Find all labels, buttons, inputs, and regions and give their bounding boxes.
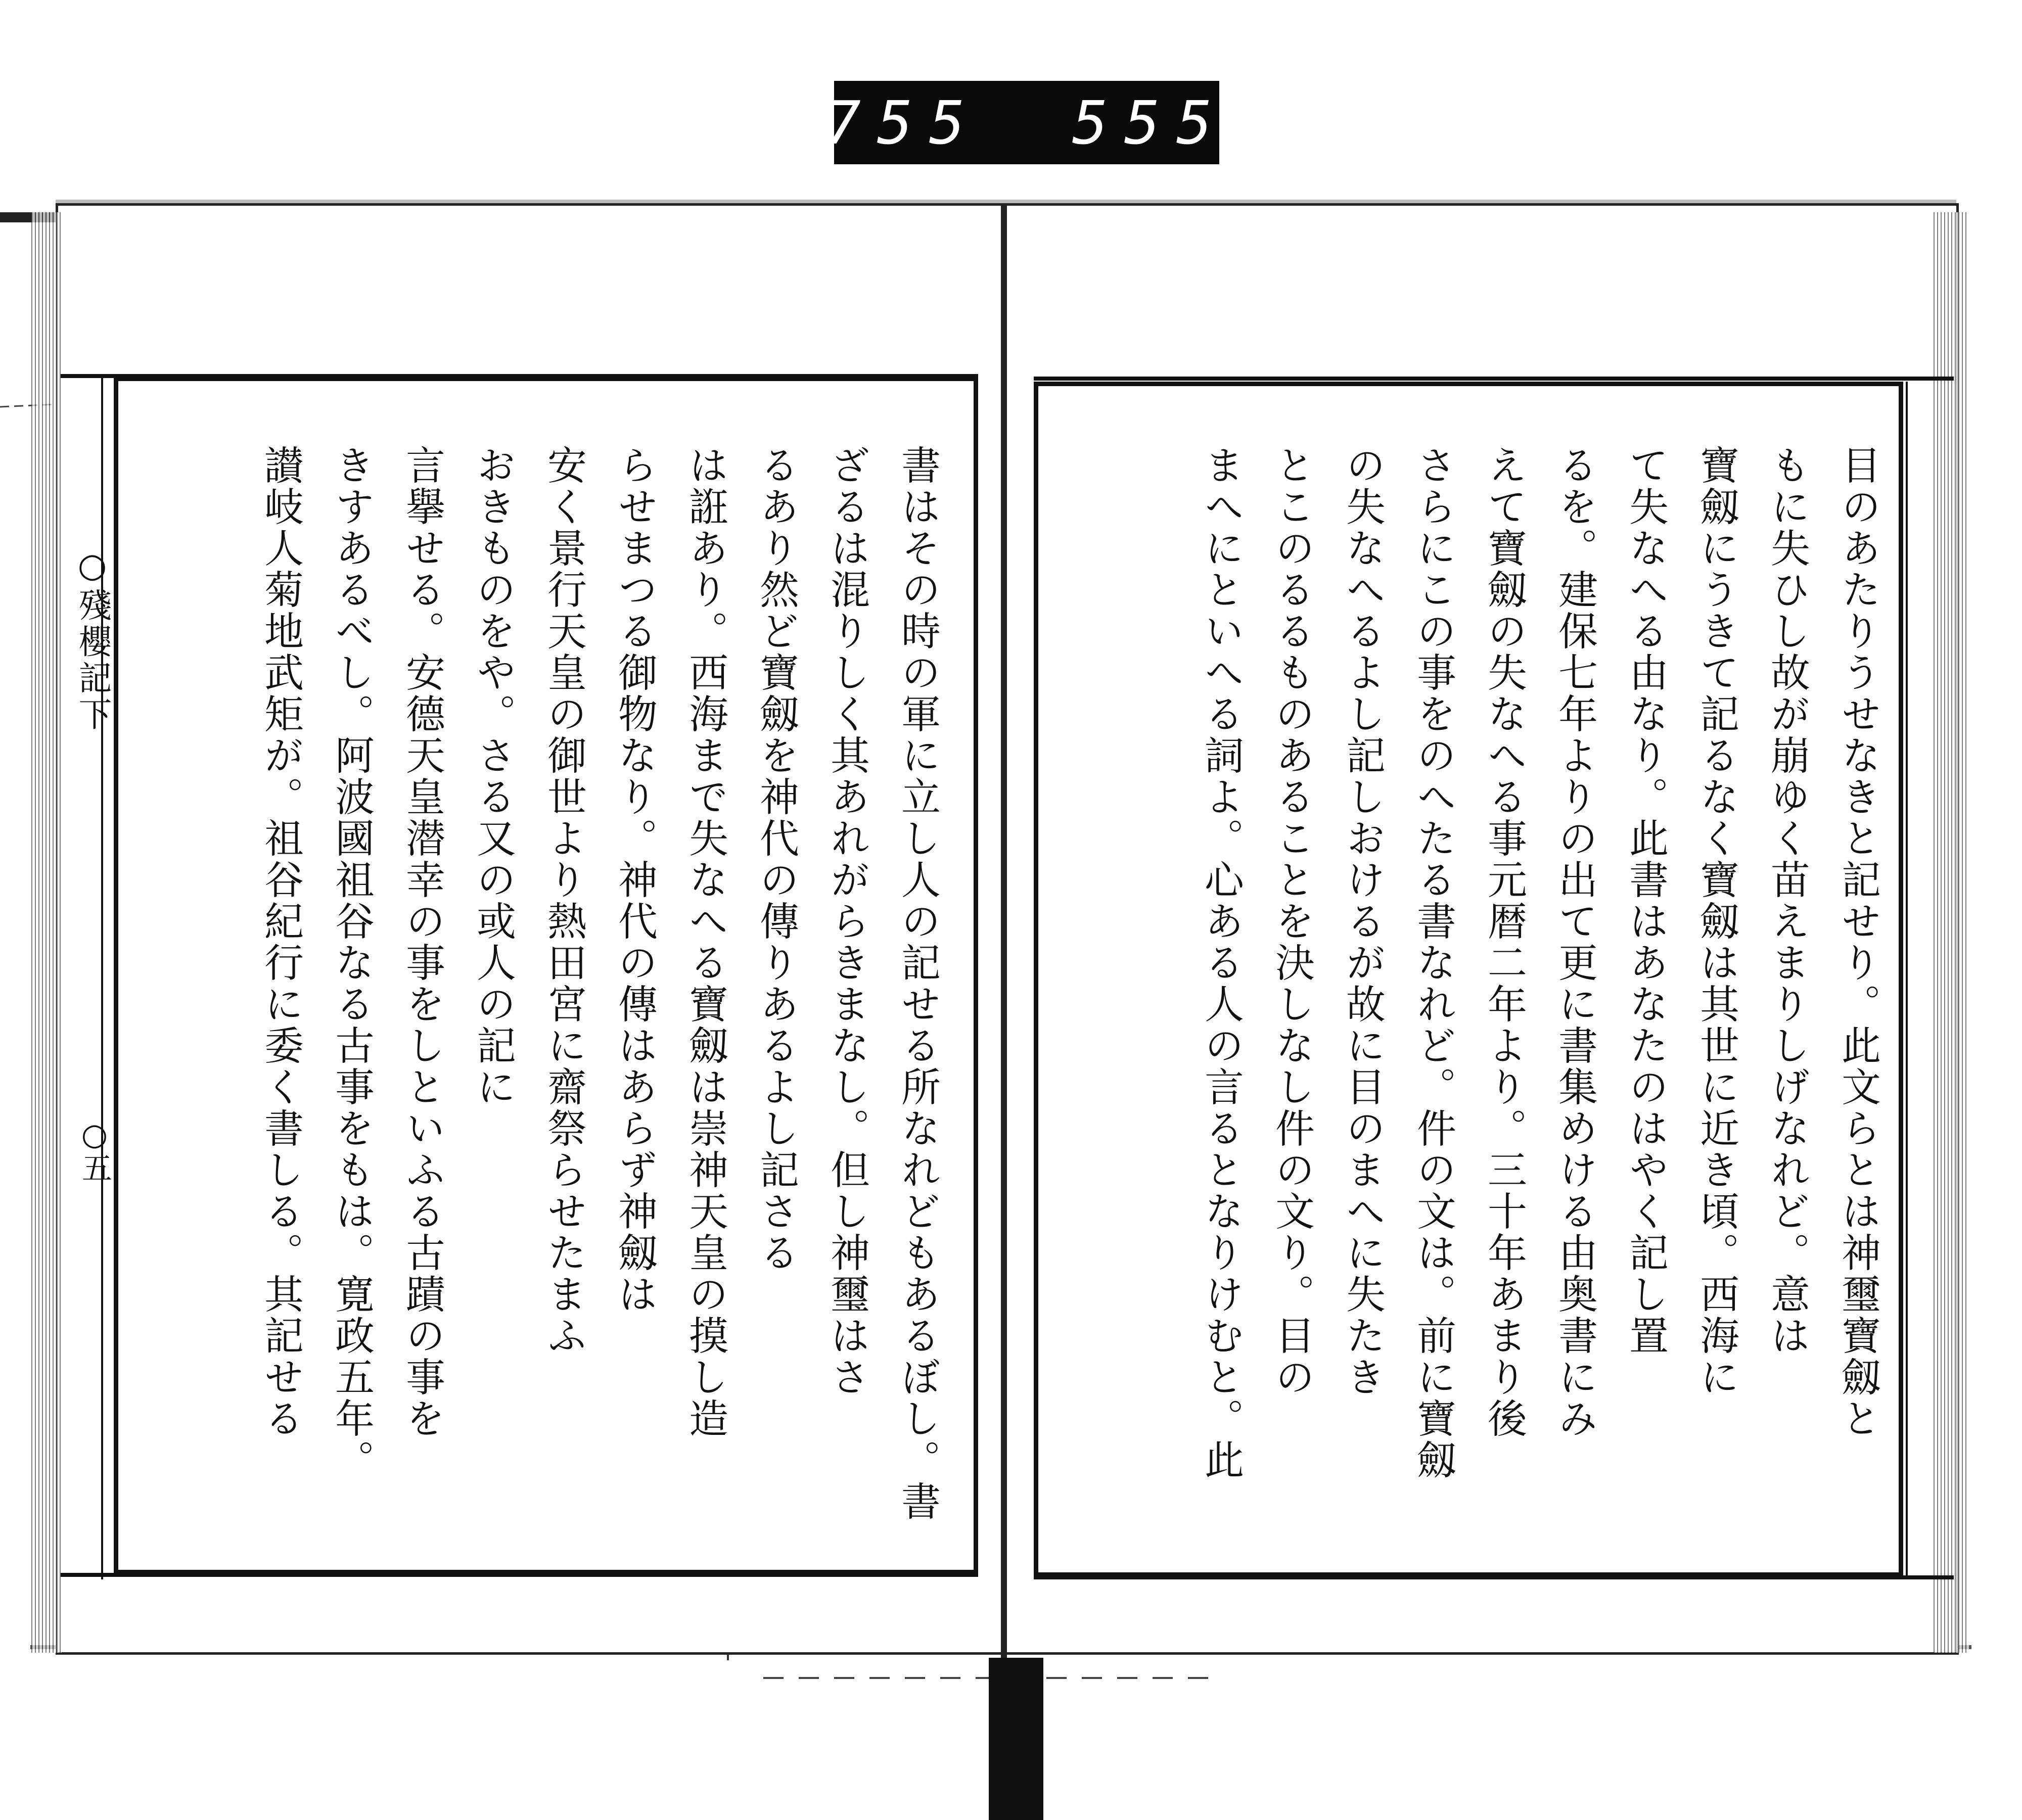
right-col-10: まへにといへる詞よ。心ある人の言るとなりけむと。此 xyxy=(1198,445,1244,1481)
right-margin-rule xyxy=(1906,382,1908,1577)
right-col-2: もに失ひし故が崩ゆく苗えまりしげなれど。意は xyxy=(1764,445,1810,1357)
right-col-1: 目のあたりうせなきと記せり。此文らとは神璽寶劔と xyxy=(1835,445,1880,1439)
right-col-3: 寶劔にうきて記るなく寶劔は其世に近き頃。西海に xyxy=(1693,445,1739,1398)
left-col-4: は誑あり。西海まで失なへる寶劔は崇神天皇の摸し造 xyxy=(682,445,728,1439)
left-col-9: きすあるべし。阿波國祖谷なる古事をもは。寛政五年。 xyxy=(329,445,374,1481)
left-col-6: 安く景行天皇の御世より熱田宮に齋祭らせたまふ xyxy=(541,445,586,1357)
left-col-1: 書はその時の軍に立し人の記せる所なれどもあるぼし。書 xyxy=(895,445,940,1522)
right-col-9: とこのるるものあることを決しなし件の文り。目の xyxy=(1269,445,1314,1398)
spine-tab xyxy=(989,1658,1043,1820)
left-col-8: 言擧せる。安德天皇潜幸の事をしといふる古蹟の事を xyxy=(399,445,445,1439)
right-col-4: て失なへる由なり。此書はあなたのはやく記し置 xyxy=(1623,445,1668,1357)
right-col-8: の失なへるよし記しおけるが故に目のまへに失たき xyxy=(1340,445,1385,1398)
left-page-edge xyxy=(31,212,62,1653)
catalog-label xyxy=(824,81,1229,164)
left-col-2: ざるは混りしく其あれがらきまなし。但し神璽はさ xyxy=(824,445,869,1398)
left-col-3: るあり然ど寶劔を神代の傳りあるよし記さる xyxy=(753,445,799,1274)
running-title: ○殘櫻記下 xyxy=(73,546,112,733)
left-col-5: らせまつる御物なり。神代の傳はあらず神劔は xyxy=(612,445,657,1315)
label-number-left: 755 xyxy=(824,87,981,158)
page-number: ○五 xyxy=(77,1117,112,1183)
right-col-6: えて寶劔の失なへる事元暦二年より。三十年あまり後 xyxy=(1481,445,1527,1439)
label-number-right: 555 xyxy=(1072,87,1229,158)
right-col-5: るを。建保七年よりの出て更に書集めける由奥書にみ xyxy=(1552,445,1597,1439)
gutter xyxy=(1001,203,1007,1659)
left-col-10: 讃岐人菊地武矩が。祖谷紀行に委く書しる。其記せる xyxy=(258,445,303,1439)
right-col-7: さらにこの事をのへたる書なれど。件の文は。前に寶劔 xyxy=(1410,445,1456,1481)
left-col-7: おきものをや。さる又の或人の記に xyxy=(470,445,516,1108)
